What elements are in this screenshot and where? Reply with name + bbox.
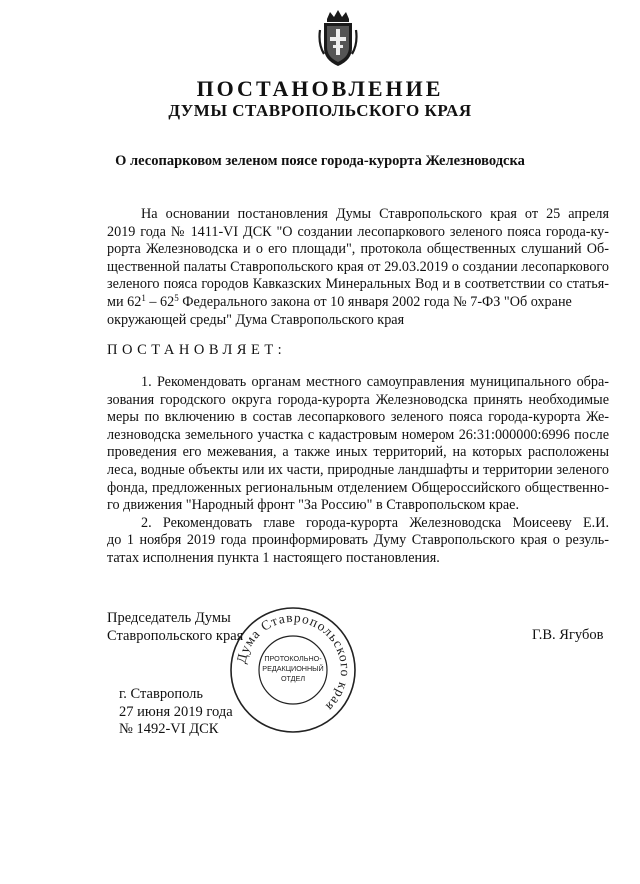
item-line: го движения "Народный фронт "За Россию" в Ставропольском крае.	[107, 497, 520, 514]
item-line: зования городского округа города-курорта Железноводска принять необходимые	[107, 391, 609, 408]
preamble-line: 2019 года № 1411-VI ДСК "О создании лесопаркового зеленого пояса города-ку-	[107, 223, 609, 240]
superscript: 5	[174, 292, 179, 303]
stamp-center-line: РЕДАКЦИОННЫЙ	[262, 664, 324, 673]
signature-position	[107, 610, 243, 645]
item-2-paragraph	[107, 515, 609, 568]
preamble-line: На основании постановления Думы Ставропольского края от 25 апреля	[141, 206, 609, 222]
item-line: леса, водные объекты или их части, природные ландшафты и территории зеленого	[107, 461, 609, 478]
item-line: татах исполнения пункта 1 настоящего постановления.	[107, 549, 440, 566]
preamble-line-with-superscripts	[107, 294, 609, 312]
item-1-paragraph	[107, 374, 609, 515]
preamble-line: окружающей среды" Дума Ставропольского края	[107, 311, 405, 328]
preamble-line: зеленого пояса городов Кавказских Минеральных Вод и в соответствии со статья-	[107, 276, 609, 293]
item-line: до 1 ноября 2019 года проинформировать Думу Ставропольского края о резуль-	[107, 532, 609, 549]
signer-position-line: Ставропольского края	[107, 627, 244, 644]
preamble-line-part: Федерального закона от 10 января 2002 года № 7-ФЗ "Об охране	[178, 293, 572, 310]
preamble-line-part: – 62	[145, 293, 175, 310]
stamp-center-line: ПРОТОКОЛЬНО-	[264, 654, 322, 663]
preamble-paragraph	[107, 206, 609, 329]
item-line: проведения его межевания, а также иных территорий, на которых расположены	[107, 444, 609, 461]
item-line: 1. Рекомендовать органам местного самоуправления муниципального обра-	[141, 374, 609, 390]
signer-position-line: Председатель Думы	[107, 610, 231, 626]
document-number: № 1492-VI ДСК	[119, 721, 219, 738]
stamp-center-line: ОТДЕЛ	[280, 674, 306, 683]
stamp-seal	[228, 605, 358, 735]
place-and-date	[119, 686, 233, 739]
item-line: 2. Рекомендовать главе города-курорта Железноводска Моисееву Е.И.	[141, 514, 609, 531]
superscript: 1	[141, 292, 146, 303]
item-line: меры по включению в состав лесопаркового зеленого пояса города-курорта Же-	[107, 409, 609, 426]
decree-word: ПОСТАНОВЛЯЕТ:	[107, 342, 287, 358]
preamble-line: рорта Железноводска и о его площади", протокола общественных слушаний Об-	[107, 241, 609, 258]
document-issuer-title: ДУМЫ СТАВРОПОЛЬСКОГО КРАЯ	[168, 101, 472, 120]
stamp-ring-text: Дума Ставропольского края	[233, 609, 354, 715]
preamble-line-part: ми 62	[107, 293, 142, 310]
document-place: г. Ставрополь	[119, 686, 204, 702]
document-date: 27 июня 2019 года	[119, 703, 233, 720]
coat-of-arms-icon	[318, 10, 358, 68]
preamble-line: щественной палаты Ставропольского края от 29.03.2019 о создании лесопаркового	[107, 258, 609, 275]
document-subject: О лесопарковом зеленом поясе города-курорта Железноводска	[115, 153, 525, 169]
signer-name: Г.В. Ягубов	[532, 627, 604, 643]
document-type-title: ПОСТАНОВЛЕНИЕ	[196, 76, 444, 101]
item-line: фонда, предложенных региональным отделением Общероссийского общественно-	[107, 479, 609, 496]
decree-items	[107, 374, 609, 568]
item-line: лезноводска земельного участка с кадастровым номером 26:31:000000:6996 после	[107, 426, 609, 443]
